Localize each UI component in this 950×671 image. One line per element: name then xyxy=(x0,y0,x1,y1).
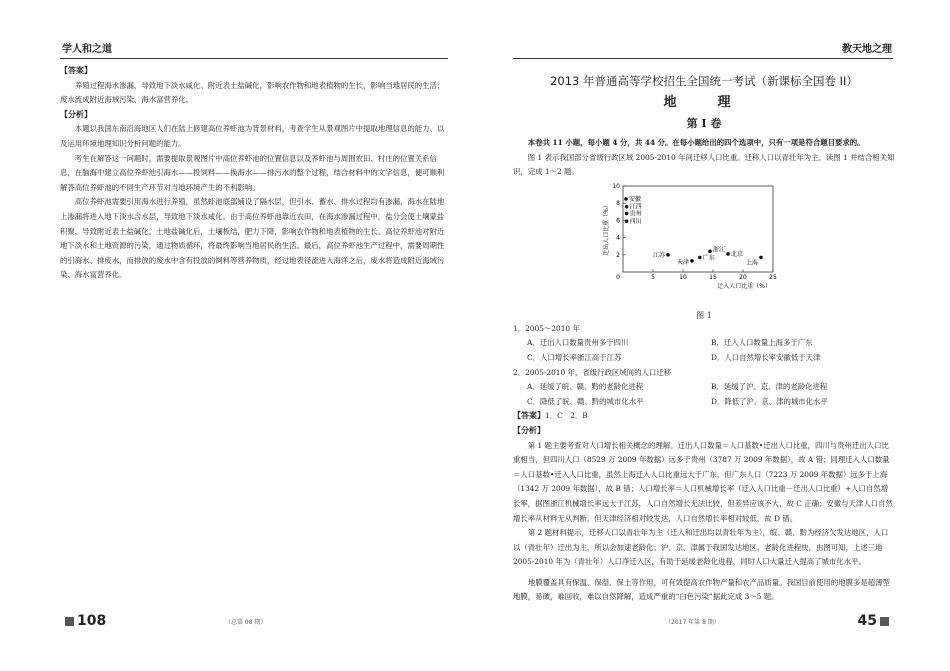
right-header-rule xyxy=(513,58,893,59)
right-answer-label: 【答案】 xyxy=(513,411,545,421)
right-footer: （2017 年第 8 期） xyxy=(665,619,720,626)
left-column xyxy=(60,64,448,283)
q1-option-c: C．人口增长率浙江高于江苏 xyxy=(527,352,622,362)
q2-option-c: C．降低了皖、赣、黔的城市化水平 xyxy=(527,396,644,406)
q1-option-b: B．迁入人口数量上海多于广东 xyxy=(711,338,813,348)
data-point-label: 安徽 xyxy=(629,195,642,203)
left-page-number: 108 xyxy=(62,613,106,629)
data-point xyxy=(625,205,629,209)
q2-option-a: A．延缓了皖、赣、黔的老龄化进程 xyxy=(527,382,644,392)
data-point xyxy=(624,197,628,201)
x-tick-label: 5 xyxy=(651,273,655,281)
data-point-label: 四川 xyxy=(629,218,642,226)
right-analysis-label: 【分析】 xyxy=(513,425,545,435)
left-analysis-label: 【分析】 xyxy=(60,109,92,119)
data-point xyxy=(625,219,629,223)
square-icon xyxy=(65,617,74,626)
figure-1 xyxy=(513,180,895,310)
y-tick-label: 4 xyxy=(616,234,620,242)
y-tick-label: 10 xyxy=(612,182,620,190)
left-answer-text: 养殖过程海水渗漏，导致地下淡水咸化、附近表土盐碱化，影响农作物和地表植物的生长，影响当地居民的生活；废水流成附近海域污染、海水富营养化。 xyxy=(60,80,445,105)
migration-scatter-chart xyxy=(601,180,801,292)
exam-subject: 地 理 xyxy=(663,95,745,110)
q2-option-b: B．延缓了沪、京、津的老龄化进程 xyxy=(711,382,828,392)
data-point xyxy=(690,259,694,263)
y-tick-label: 8 xyxy=(616,199,620,207)
closing-paragraph: 地膜覆盖具有保温、保湿、保土等作用，可有效提高农作物产量和农产品质量。我国目前使用的地膜多是超薄型地膜，易破，难回收，难以自然降解，造成严重的“白色污染”据此完成 3～5 题。 xyxy=(513,577,890,602)
left-running-header: 学人和之道 xyxy=(62,44,112,55)
data-point xyxy=(666,253,670,257)
data-point-label: 江苏 xyxy=(652,251,665,259)
data-point-label: 北京 xyxy=(731,250,744,258)
data-point-label: 天津 xyxy=(676,258,689,266)
left-paragraph: 考生在解答这一问题时，需要提取景观图片中高位养虾池的位置信息以及养虾池与周围农田、村庄的位置关系信息，在脑海中建立高位养虾池引海水——投饲料——换海水——排污水的整个过程，结合材料中的文字信息，便可顺利解答高位养虾池的不同生产环节对当地环境产生的不利影响。 xyxy=(60,153,445,192)
right-answer-text: 1．C 2．B xyxy=(545,411,588,421)
x-tick-label: 15 xyxy=(709,273,717,281)
data-point-label: 江西 xyxy=(629,203,642,211)
data-point-label: 上海 xyxy=(745,259,758,267)
square-icon xyxy=(880,617,889,626)
y-axis-label: 迁出人口比重（%） xyxy=(603,201,610,256)
data-point xyxy=(708,249,712,253)
question-2-options xyxy=(513,380,895,409)
x-axis-label: 迁入人口比重（%） xyxy=(717,282,771,290)
exam-instructions: 本卷共 11 小题，每小题 4 分，共 44 分。在每小题给出的四个选项中，只有一项是符合题目要求的。 xyxy=(527,138,865,147)
question-1-stem: 1．2005～2010 年 xyxy=(513,323,580,333)
left-paragraph: 本题以我国东南沿海地区人们在陆上修建高位养虾池为背景材料，考查学生从景观图片中提取地理信息的能力、以及运用环境地理知识分析问题的能力。 xyxy=(60,124,445,148)
exam-volume: 第 I 卷 xyxy=(686,117,722,130)
left-header-rule xyxy=(60,58,448,59)
right-answer-line xyxy=(513,409,895,424)
data-point xyxy=(726,252,730,256)
left-footer: （总第 08 期） xyxy=(225,619,267,626)
q2-option-d: D．降低了沪、京、津的城市化水平 xyxy=(711,396,828,406)
exam-title: 2013 年普通高等学校招生全国统一考试（新课标全国卷 II） xyxy=(550,74,858,88)
y-tick-label: 2 xyxy=(616,251,620,259)
q1-option-d: D．人口自然增长率安徽低于天津 xyxy=(711,352,821,362)
data-point xyxy=(625,212,629,216)
data-point-label: 广东 xyxy=(702,254,715,262)
question-2-stem: 2．2005-2010 年，省级行政区域间的人口迁移 xyxy=(513,367,672,377)
figure-caption: 图 1 xyxy=(696,310,712,320)
left-paragraph: 高位养虾池需要引用海水进行养殖，虽然虾池底部铺设了隔水层，但引水、蓄水、排水过程均有渗漏，海水在陆地上渗漏将进入地下淡水含水层，导致地下淡水咸化。由于高位养虾池靠近农田，在海水渗漏过程中，盐分会使土壤蒙盐积聚，导致附近表土盐碱化。土地盐碱化后，土壤板结，肥力下降，影响农作物和地表植物的生长。高位养虾池对附近地下淡水和土地资源的污染，通过物质循环，将最终影响当地居民的生活。最后，高位养虾池生产过程中，需要周期性的引海水、排废水，而排放的废水中含有投放的饲料等营养物质，经过地表径流进入海洋之后，废水将造成附近海域污染、海水富营养化。 xyxy=(60,197,445,280)
analysis-paragraph: 第 2 题材料提示，迁移人口以青壮年为主（迁入和迁出均以青壮年为主），皖、赣、黔为经济欠发达地区，人口以（青壮年）迁出为主，所以会加速老龄化；沪、京、津属于我国发达地区，老龄化进程快，由图可知，上述三地 2005-2010 年为（青壮年）人口净迁入区，有助于延缓老龄化进程，同时人口大量迁入提高了城市化水平。 xyxy=(513,528,889,567)
y-tick-label: 6 xyxy=(616,217,620,225)
right-page-number: 45 xyxy=(858,613,892,629)
question-1-options xyxy=(513,336,895,365)
data-point xyxy=(759,255,763,259)
data-point xyxy=(698,255,702,259)
x-tick-label: 25 xyxy=(769,273,777,281)
data-point-label: 贵州 xyxy=(629,210,642,218)
x-tick-label: 20 xyxy=(739,273,747,281)
origin-label: 0 xyxy=(616,273,620,281)
analysis-paragraph: 第 1 题主要考查对人口增长相关概念的理解。迁出人口数量＝人口基数•迁出人口比重，四川与贵州迁出人口比重相当，但四川人口（8529 万 2009 年数据）远多于贵州（3787 万 2009 年数据），故 A 错；同理迁入人口数量＝人口基数•迁入人口比重，虽然上海迁入人口比重远大于广东，但广东人口（7223 万 2009 年数据）远多于上海（1342 万 2009 年数据），故 B 错；人口增长率＝人口机械增长率（迁入人口比重－迁出人口比重）+人口自然增长率，据图浙江机械增长率远大于江苏，人口自然增长无法比较，但差异应该不大，故 C 正确；安徽与天津人口自然增长率从材料无从判断，但天津经济相对较发达，人口自然增长率相对较低，故 D 错。 xyxy=(513,440,893,523)
left-answer-label: 【答案】 xyxy=(60,66,92,75)
right-running-header: 教天地之理 xyxy=(842,44,892,55)
right-page xyxy=(475,0,950,671)
x-tick-label: 10 xyxy=(679,273,687,281)
data-point-label: 浙江 xyxy=(713,246,726,254)
q1-option-a: A．迁出人口数量贵州多于四川 xyxy=(527,338,629,348)
right-column xyxy=(513,68,895,605)
question-intro: 图 1 表示我国部分省级行政区域 2005-2010 年间迁移人口比重。迁移人口以青壮年为主。读图 1 并结合相关知识，完成 1～2 题。 xyxy=(513,152,895,177)
